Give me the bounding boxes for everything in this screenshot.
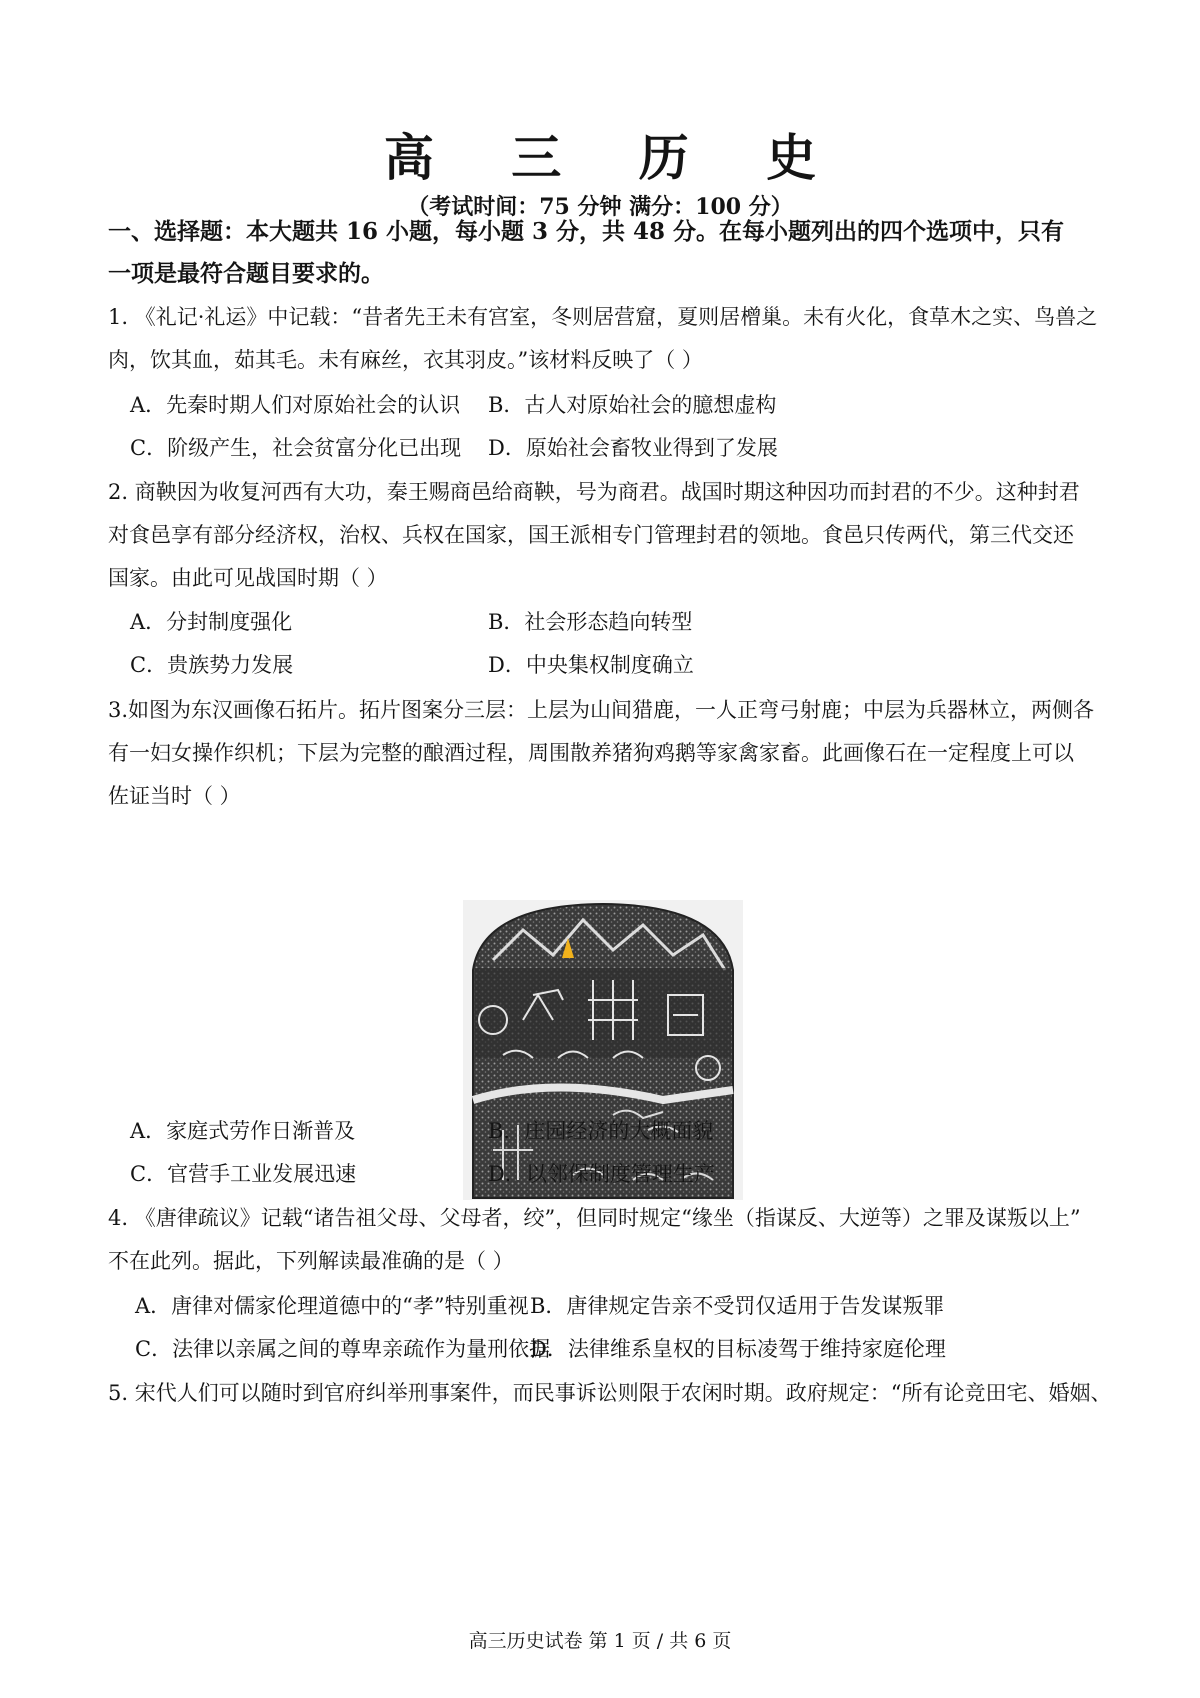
- question-2-line-1: 2. 商鞅因为收复河西有大功，秦王赐商邑给商鞅，号为商君。战国时期这种因功而封君的不少。这种封君: [108, 480, 1080, 504]
- page-footer: 高三历史试卷 第 1 页 / 共 6 页: [468, 1630, 732, 1652]
- question-1-line-1: 1. 《礼记·礼运》中记载：“昔者先王未有宫室，冬则居营窟，夏则居橧巢。未有火化，食草木之实、鸟兽之: [108, 305, 1098, 329]
- question-3-line-1: 3.如图为东汉画像石拓片。拓片图案分三层：上层为山间猎鹿，一人正弯弓射鹿；中层为兵器林立，两侧各: [108, 698, 1095, 722]
- question-2-option-b: B．社会形态趋向转型: [488, 610, 693, 634]
- question-4-option-b: B．唐律规定告亲不受罚仅适用于告发谋叛罪: [530, 1294, 945, 1318]
- question-3-line-2: 有一妇女操作织机；下层为完整的酿酒过程，周围散养猪狗鸡鹅等家禽家畜。此画像石在一定程度上可以: [108, 741, 1074, 765]
- question-1-option-b: B．古人对原始社会的臆想虚构: [488, 393, 777, 417]
- question-2-option-d: D．中央集权制度确立: [488, 653, 694, 677]
- question-1-option-a: A．先秦时期人们对原始社会的认识: [130, 393, 461, 417]
- question-1-option-d: D．原始社会畜牧业得到了发展: [488, 436, 778, 460]
- question-3-option-d: D．以邻保制度管理生产: [488, 1162, 715, 1186]
- question-3-option-b: B．庄园经济的大概面貌: [488, 1119, 714, 1143]
- question-3-option-c: C．官营手工业发展迅速: [130, 1162, 357, 1186]
- section-heading-line-2: 一项是最符合题目要求的。: [108, 260, 384, 287]
- question-1-option-c: C．阶级产生，社会贫富分化已出现: [130, 436, 462, 460]
- question-2-line-3: 国家。由此可见战国时期（ ）: [108, 566, 388, 590]
- question-1-line-2: 肉，饮其血，茹其毛。未有麻丝，衣其羽皮。”该材料反映了（ ）: [108, 348, 703, 372]
- question-4-option-d: D．法律维系皇权的目标凌驾于维持家庭伦理: [530, 1337, 946, 1361]
- question-5-line-1: 5. 宋代人们可以随时到官府纠举刑事案件，而民事诉讼则限于农闲时期。政府规定：“所有论竞田宅、婚姻、: [108, 1381, 1112, 1405]
- question-4-line-1: 4. 《唐律疏议》记载“诸告祖父母、父母者，绞”，但同时规定“缘坐（指谋反、大逆等）之罪及谋叛以上”: [108, 1206, 1081, 1230]
- section-heading-line-1: 一、选择题：本大题共 16 小题，每小题 3 分，共 48 分。在每小题列出的四个选项中，只有: [108, 218, 1065, 245]
- page-title: 高 三 历 史: [383, 128, 847, 187]
- question-3-line-3: 佐证当时（ ）: [108, 784, 241, 808]
- question-2-option-a: A．分封制度强化: [130, 610, 293, 634]
- question-4-option-c: C．法律以亲属之间的尊卑亲疏作为量刑依据: [135, 1337, 551, 1361]
- stone-rubbing-image: [463, 900, 743, 1200]
- question-4-option-a: A．唐律对儒家伦理道德中的“孝”特别重视: [135, 1294, 529, 1318]
- question-2-option-c: C．贵族势力发展: [130, 653, 294, 677]
- question-4-line-2: 不在此列。据此，下列解读最准确的是（ ）: [108, 1249, 514, 1273]
- question-2-line-2: 对食邑享有部分经济权，治权、兵权在国家，国王派相专门管理封君的领地。食邑只传两代，第三代交还: [108, 523, 1074, 547]
- question-3-option-a: A．家庭式劳作日渐普及: [130, 1119, 356, 1143]
- exam-info: （考试时间：75 分钟 满分：100 分）: [407, 194, 793, 220]
